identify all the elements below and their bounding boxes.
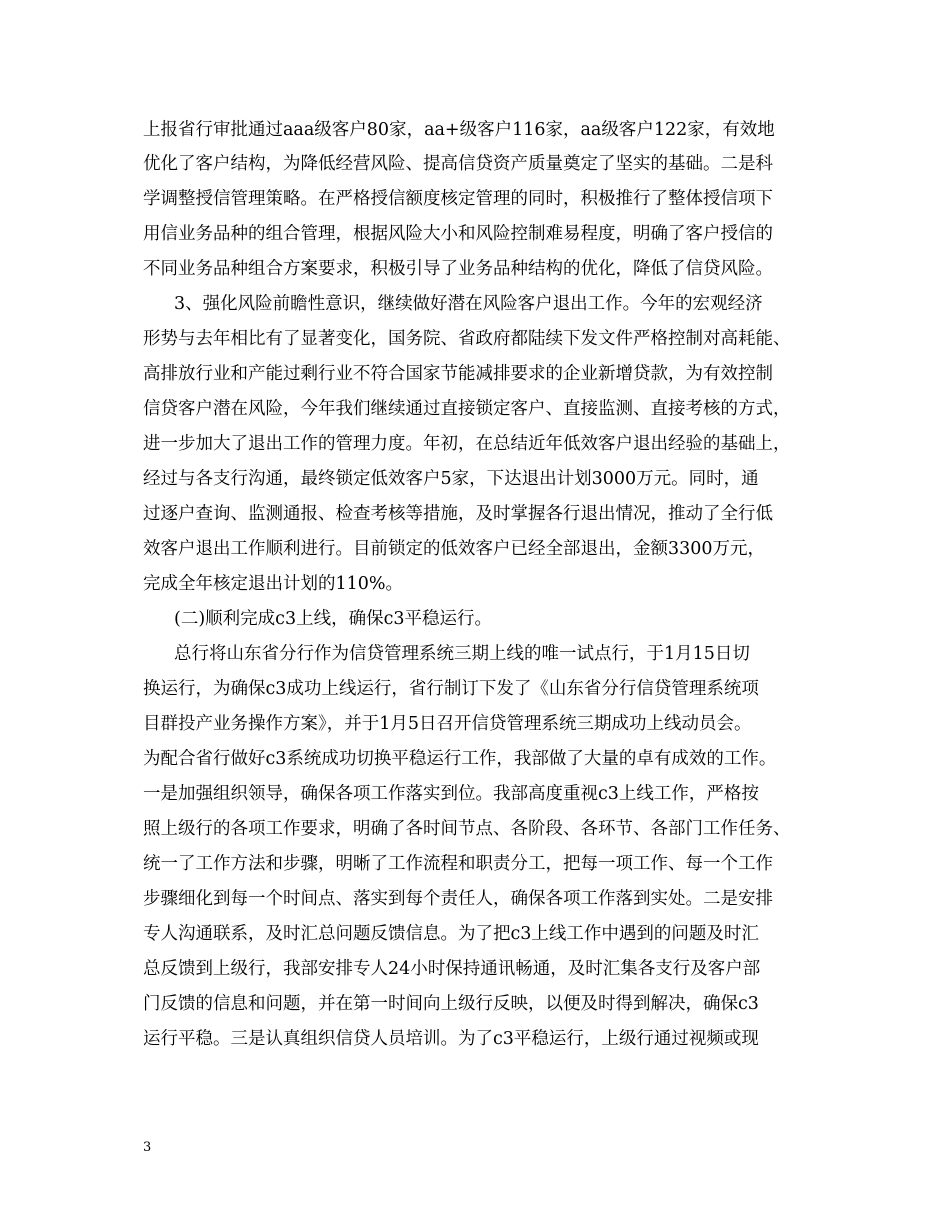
text-line: 效客户退出工作顺利进行。目前锁定的低效客户已经全部退出，金额3300万元， xyxy=(143,539,766,559)
text-line: 运行平稳。三是认真组织信贷人员培训。为了c3平稳运行，上级行通过视频或现 xyxy=(143,1029,759,1049)
text-line: 完成全年核定退出计划的110%。 xyxy=(143,574,404,594)
text-line: 优化了客户结构，为降低经营风险、提高信贷资产质量奠定了坚实的基础。二是科 xyxy=(143,154,773,174)
text-line: 换运行，为确保c3成功上线运行，省行制订下发了《山东省分行信贷管理系统项 xyxy=(143,679,759,699)
text-line: 专人沟通联系，及时汇总问题反馈信息。为了把c3上线工作中遇到的问题及时汇 xyxy=(143,924,759,944)
text-line: 信贷客户潜在风险，今年我们继续通过直接锁定客户、直接监测、直接考核的方式， xyxy=(143,399,791,419)
text-line: 形势与去年相比有了显著变化，国务院、省政府都陆续下发文件严格控制对高耗能、 xyxy=(143,329,791,349)
text-line: 统一了工作方法和步骤，明晰了工作流程和职责分工，把每一项工作、每一个工作 xyxy=(143,854,773,874)
text-line: 学调整授信管理策略。在严格授信额度核定管理的同时，积极推行了整体授信项下 xyxy=(143,189,773,209)
text-line: 过逐户查询、监测通报、检查考核等措施，及时掌握各行退出情况，推动了全行低 xyxy=(143,504,773,524)
text-line: 高排放行业和产能过剩行业不符合国家节能减排要求的企业新增贷款，为有效控制 xyxy=(143,364,773,384)
text-line: 进一步加大了退出工作的管理力度。年初，在总结近年低效客户退出经验的基础上， xyxy=(143,434,791,454)
text-line: 3、强化风险前瞻性意识，继续做好潜在风险客户退出工作。今年的宏观经济 xyxy=(174,294,763,314)
text-line: 一是加强组织领导，确保各项工作落实到位。我部高度重视c3上线工作，严格按 xyxy=(143,784,759,804)
text-line: 步骤细化到每一个时间点、落实到每个责任人，确保各项工作落到实处。二是安排 xyxy=(143,889,773,909)
text-line: 照上级行的各项工作要求，明确了各时间节点、各阶段、各环节、各部门工作任务、 xyxy=(143,819,791,839)
text-line: 目群投产业务操作方案》，并于1月5日召开信贷管理系统三期成功上线动员会。 xyxy=(143,714,752,734)
text-line: 不同业务品种组合方案要求，积极引导了业务品种结构的优化，降低了信贷风险。 xyxy=(143,259,773,279)
text-line: 用信业务品种的组合管理，根据风险大小和风险控制难易程度，明确了客户授信的 xyxy=(143,224,773,244)
text-line: 上报省行审批通过aaa级客户80家，aa+级客户116家，aa级客户122家，有效地 xyxy=(143,120,775,140)
text-line: 总反馈到上级行，我部安排专人24小时保持通讯畅通，及时汇集各支行及客户部 xyxy=(143,959,761,979)
section-heading: (二)顺利完成c3上线，确保c3平稳运行。 xyxy=(174,609,493,629)
text-line: 经过与各支行沟通，最终锁定低效客户5家，下达退出计划3000万元。同时，通 xyxy=(143,469,759,489)
text-line: 门反馈的信息和问题，并在第一时间向上级行反映，以便及时得到解决，确保c3 xyxy=(143,994,759,1014)
page-number: 3 xyxy=(143,1140,152,1155)
text-line: 总行将山东省分行作为信贷管理系统三期上线的唯一试点行，于1月15日切 xyxy=(174,644,750,664)
text-line: 为配合省行做好c3系统成功切换平稳运行工作，我部做了大量的卓有成效的工作。 xyxy=(143,749,777,769)
